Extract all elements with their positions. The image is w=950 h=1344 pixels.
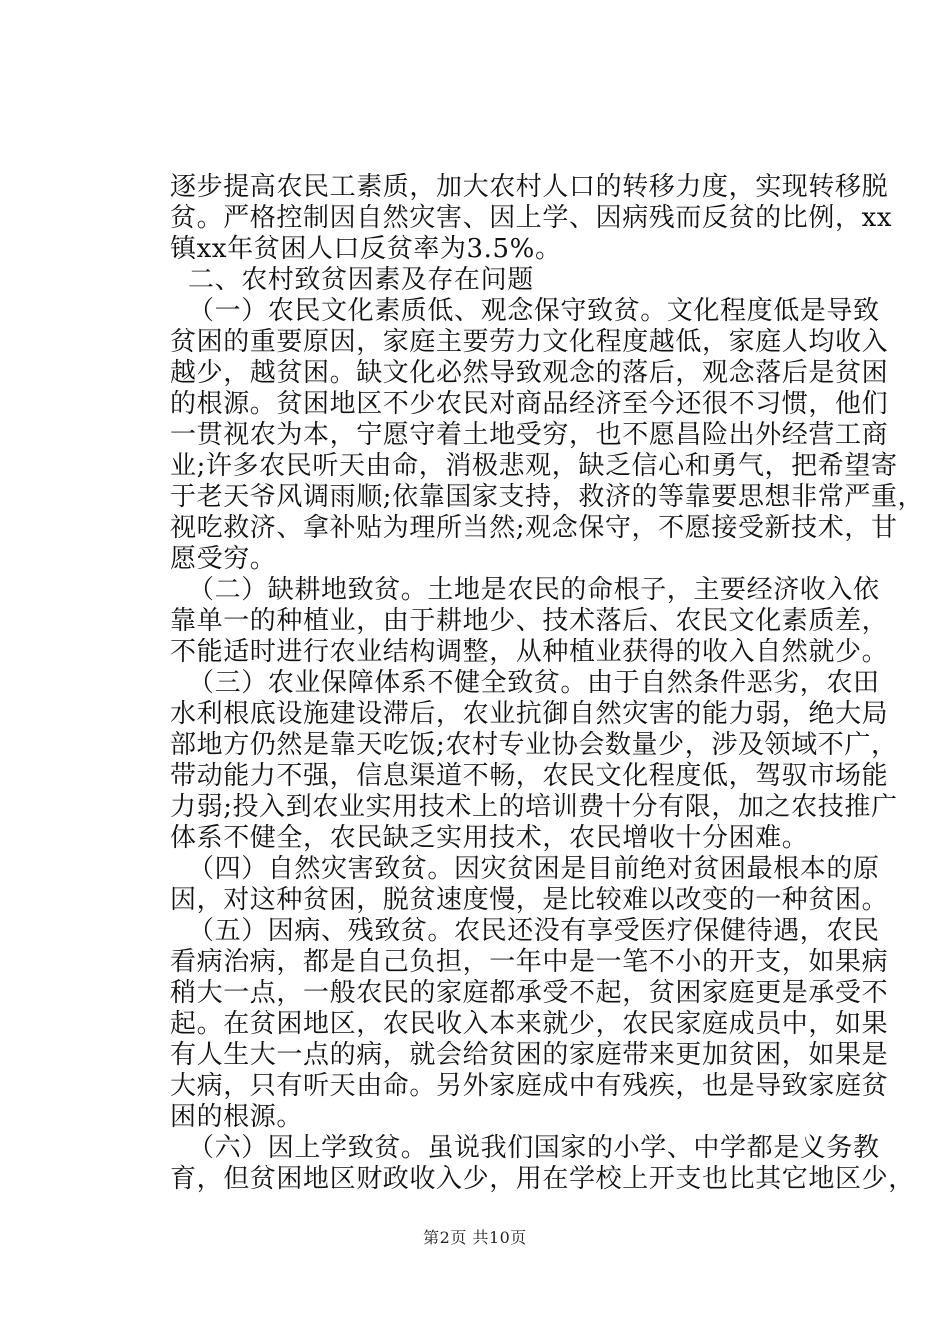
- text-line: 贫。严格控制因自然灾害、因上学、因病残而反贫的比例，xx: [170, 203, 893, 233]
- text-line: 部地方仍然是靠天吃饭;农村专业协会数量少，涉及领域不广，: [170, 730, 898, 760]
- text-line: 不能适时进行农业结构调整，从种植业获得的收入自然就少。: [170, 637, 889, 667]
- text-line: 逐步提高农民工素质，加大农村人口的转移力度，实现转移脱: [170, 172, 889, 202]
- text-line: 的根源。贫困地区不少农民对商品经济至今还很不习惯，他们: [170, 389, 889, 419]
- text-line: 大病，只有听天由命。另外家庭成中有残疾，也是导致家庭贫: [170, 1071, 889, 1101]
- paragraph-start: （三）农业保障体系不健全致贫。由于自然条件恶劣，农田: [188, 668, 880, 698]
- text-line: 水利根底设施建设滞后，农业抗御自然灾害的能力弱，绝大局: [170, 699, 889, 729]
- section-heading: 二、农村致贫因素及存在问题: [188, 265, 534, 295]
- paragraph-start: （四）自然灾害致贫。因灾贫困是目前绝对贫困最根本的原: [188, 854, 880, 884]
- text-line: 一贯视农为本，宁愿守着土地受穷，也不愿昌险出外经营工商: [170, 420, 889, 450]
- paragraph-start: （五）因病、残致贫。农民还没有享受医疗保健待遇，农民: [188, 916, 880, 946]
- document-body: [170, 172, 925, 1195]
- text-line: 视吃救济、拿补贴为理所当然;观念保守，不愿接受新技术，甘: [170, 513, 898, 543]
- paragraph-start: （六）因上学致贫。虽说我们国家的小学、中学都是义务教: [188, 1133, 880, 1163]
- text-line: 因，对这种贫困，脱贫速度慢，是比较难以改变的一种贫困。: [170, 885, 889, 915]
- text-line: 愿受穷。: [170, 544, 277, 574]
- paragraph-start: （二）缺耕地致贫。土地是农民的命根子，主要经济收入依: [188, 575, 880, 605]
- text-line: 稍大一点，一般农民的家庭都承受不起，贫困家庭更是承受不: [170, 978, 889, 1008]
- text-line: 靠单一的种植业，由于耕地少、技术落后、农民文化素质差，: [170, 606, 889, 636]
- text-line: 力弱;投入到农业实用技术上的培训费十分有限，加之农技推广: [170, 792, 898, 822]
- text-line: 于老天爷风调雨顺;依靠国家支持，救济的等靠要思想非常严重，: [170, 482, 925, 512]
- text-line: 镇xx年贫困人口反贫率为3.5%。: [170, 234, 562, 264]
- text-line: 育，但贫困地区财政收入少，用在学校上开支也比其它地区少，: [170, 1164, 915, 1194]
- text-line: 困的根源。: [170, 1102, 304, 1132]
- text-line: 带动能力不强，信息渠道不畅，农民文化程度低，驾驭市场能: [170, 761, 889, 791]
- text-line: 看病治病，都是自己负担，一年中是一笔不小的开支，如果病: [170, 947, 889, 977]
- text-line: 起。在贫困地区，农民收入本来就少，农民家庭成员中，如果: [170, 1009, 889, 1039]
- page-number-footer: 第2页 共10页: [423, 1228, 527, 1247]
- text-line: 有人生大一点的病，就会给贫困的家庭带来更加贫困，如果是: [170, 1040, 889, 1070]
- text-line: 体系不健全，农民缺乏实用技术，农民增收十分困难。: [170, 823, 809, 853]
- text-line: 业;许多农民听天由命，消极悲观，缺乏信心和勇气，把希望寄: [170, 451, 898, 481]
- text-line: 贫困的重要原因，家庭主要劳力文化程度越低，家庭人均收入: [170, 327, 889, 357]
- text-line: 越少，越贫困。缺文化必然导致观念的落后，观念落后是贫困: [170, 358, 889, 388]
- paragraph-start: （一）农民文化素质低、观念保守致贫。文化程度低是导致: [188, 296, 880, 326]
